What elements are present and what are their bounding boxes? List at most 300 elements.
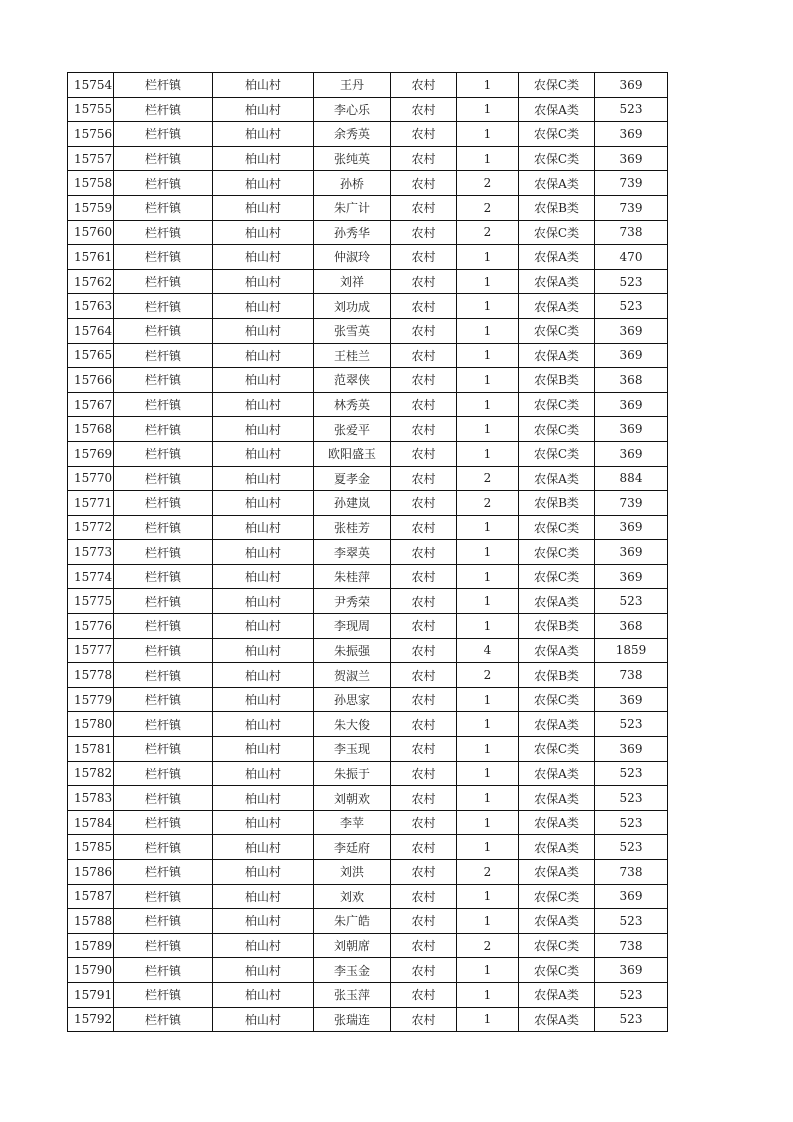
cell-village: 柏山村	[213, 614, 314, 639]
cell-row-number: 15754	[68, 73, 114, 98]
cell-amount: 369	[595, 318, 668, 343]
cell-insurance-category: 农保C类	[519, 441, 595, 466]
cell-household-count: 2	[457, 195, 519, 220]
cell-area-type: 农村	[391, 97, 457, 122]
table-row	[68, 614, 668, 639]
cell-village: 柏山村	[213, 786, 314, 811]
cell-name: 欧阳盛玉	[314, 441, 391, 466]
cell-insurance-category: 农保C类	[519, 958, 595, 983]
cell-village: 柏山村	[213, 392, 314, 417]
cell-village: 柏山村	[213, 909, 314, 934]
cell-area-type: 农村	[391, 982, 457, 1007]
cell-amount: 523	[595, 909, 668, 934]
cell-row-number: 15788	[68, 909, 114, 934]
cell-area-type: 农村	[391, 441, 457, 466]
cell-household-count: 1	[457, 761, 519, 786]
table-row	[68, 761, 668, 786]
table-row	[68, 171, 668, 196]
cell-area-type: 农村	[391, 417, 457, 442]
cell-town: 栏杆镇	[114, 515, 213, 540]
cell-household-count: 1	[457, 294, 519, 319]
cell-village: 柏山村	[213, 368, 314, 393]
cell-town: 栏杆镇	[114, 146, 213, 171]
cell-household-count: 1	[457, 835, 519, 860]
cell-town: 栏杆镇	[114, 245, 213, 270]
cell-insurance-category: 农保C类	[519, 564, 595, 589]
table-body	[68, 73, 668, 1032]
table-row	[68, 687, 668, 712]
cell-name: 刘欢	[314, 884, 391, 909]
cell-amount: 738	[595, 860, 668, 885]
cell-amount: 523	[595, 786, 668, 811]
table-row	[68, 368, 668, 393]
cell-area-type: 农村	[391, 318, 457, 343]
cell-town: 栏杆镇	[114, 1007, 213, 1032]
data-table	[67, 72, 668, 1032]
cell-row-number: 15773	[68, 540, 114, 565]
cell-household-count: 1	[457, 97, 519, 122]
cell-household-count: 1	[457, 417, 519, 442]
cell-household-count: 1	[457, 737, 519, 762]
table-row	[68, 884, 668, 909]
cell-amount: 369	[595, 884, 668, 909]
cell-amount: 523	[595, 810, 668, 835]
cell-area-type: 农村	[391, 860, 457, 885]
cell-area-type: 农村	[391, 737, 457, 762]
cell-insurance-category: 农保B类	[519, 614, 595, 639]
cell-area-type: 农村	[391, 515, 457, 540]
table-row	[68, 97, 668, 122]
cell-area-type: 农村	[391, 614, 457, 639]
cell-area-type: 农村	[391, 220, 457, 245]
table-row	[68, 1007, 668, 1032]
cell-insurance-category: 农保A类	[519, 294, 595, 319]
cell-insurance-category: 农保C类	[519, 146, 595, 171]
cell-village: 柏山村	[213, 466, 314, 491]
cell-household-count: 1	[457, 73, 519, 98]
cell-name: 朱大俊	[314, 712, 391, 737]
cell-village: 柏山村	[213, 835, 314, 860]
cell-name: 林秀英	[314, 392, 391, 417]
cell-town: 栏杆镇	[114, 491, 213, 516]
cell-area-type: 农村	[391, 466, 457, 491]
table-row	[68, 638, 668, 663]
cell-town: 栏杆镇	[114, 982, 213, 1007]
cell-town: 栏杆镇	[114, 73, 213, 98]
cell-town: 栏杆镇	[114, 638, 213, 663]
cell-amount: 369	[595, 687, 668, 712]
cell-village: 柏山村	[213, 441, 314, 466]
cell-name: 尹秀荣	[314, 589, 391, 614]
cell-household-count: 1	[457, 146, 519, 171]
cell-household-count: 2	[457, 860, 519, 885]
cell-town: 栏杆镇	[114, 933, 213, 958]
cell-household-count: 1	[457, 786, 519, 811]
cell-row-number: 15767	[68, 392, 114, 417]
table-row	[68, 122, 668, 147]
cell-amount: 369	[595, 392, 668, 417]
cell-amount: 369	[595, 417, 668, 442]
cell-row-number: 15762	[68, 269, 114, 294]
cell-row-number: 15781	[68, 737, 114, 762]
cell-town: 栏杆镇	[114, 737, 213, 762]
table-row	[68, 712, 668, 737]
cell-insurance-category: 农保C类	[519, 122, 595, 147]
cell-household-count: 1	[457, 318, 519, 343]
table-row	[68, 195, 668, 220]
cell-town: 栏杆镇	[114, 663, 213, 688]
cell-town: 栏杆镇	[114, 761, 213, 786]
cell-town: 栏杆镇	[114, 810, 213, 835]
table-row	[68, 933, 668, 958]
cell-amount: 523	[595, 982, 668, 1007]
cell-area-type: 农村	[391, 491, 457, 516]
cell-town: 栏杆镇	[114, 441, 213, 466]
cell-village: 柏山村	[213, 318, 314, 343]
cell-insurance-category: 农保B类	[519, 195, 595, 220]
cell-insurance-category: 农保B类	[519, 491, 595, 516]
cell-insurance-category: 农保C类	[519, 884, 595, 909]
cell-insurance-category: 农保A类	[519, 1007, 595, 1032]
cell-row-number: 15786	[68, 860, 114, 885]
cell-amount: 470	[595, 245, 668, 270]
cell-insurance-category: 农保A类	[519, 909, 595, 934]
cell-insurance-category: 农保A类	[519, 835, 595, 860]
table-row	[68, 663, 668, 688]
cell-name: 李玉现	[314, 737, 391, 762]
cell-name: 王丹	[314, 73, 391, 98]
cell-row-number: 15772	[68, 515, 114, 540]
cell-name: 余秀英	[314, 122, 391, 147]
cell-name: 王桂兰	[314, 343, 391, 368]
table-row	[68, 318, 668, 343]
cell-name: 孙建岚	[314, 491, 391, 516]
table-row	[68, 392, 668, 417]
cell-area-type: 农村	[391, 269, 457, 294]
cell-insurance-category: 农保B类	[519, 368, 595, 393]
cell-amount: 739	[595, 195, 668, 220]
table-row	[68, 564, 668, 589]
cell-insurance-category: 农保C类	[519, 318, 595, 343]
cell-name: 张爱平	[314, 417, 391, 442]
cell-name: 张桂芳	[314, 515, 391, 540]
cell-name: 朱广皓	[314, 909, 391, 934]
cell-row-number: 15780	[68, 712, 114, 737]
cell-insurance-category: 农保C类	[519, 515, 595, 540]
cell-household-count: 1	[457, 614, 519, 639]
cell-town: 栏杆镇	[114, 97, 213, 122]
cell-village: 柏山村	[213, 737, 314, 762]
cell-household-count: 2	[457, 663, 519, 688]
cell-town: 栏杆镇	[114, 318, 213, 343]
cell-insurance-category: 农保C类	[519, 540, 595, 565]
cell-insurance-category: 农保A类	[519, 343, 595, 368]
cell-village: 柏山村	[213, 761, 314, 786]
cell-row-number: 15782	[68, 761, 114, 786]
cell-row-number: 15776	[68, 614, 114, 639]
cell-village: 柏山村	[213, 515, 314, 540]
table-row	[68, 417, 668, 442]
cell-household-count: 1	[457, 368, 519, 393]
cell-amount: 369	[595, 958, 668, 983]
cell-household-count: 1	[457, 958, 519, 983]
cell-amount: 369	[595, 564, 668, 589]
cell-amount: 523	[595, 589, 668, 614]
cell-name: 张雪英	[314, 318, 391, 343]
cell-amount: 523	[595, 761, 668, 786]
cell-amount: 523	[595, 269, 668, 294]
table-row	[68, 220, 668, 245]
cell-amount: 738	[595, 220, 668, 245]
cell-area-type: 农村	[391, 122, 457, 147]
cell-insurance-category: 农保A类	[519, 638, 595, 663]
cell-insurance-category: 农保A类	[519, 712, 595, 737]
cell-area-type: 农村	[391, 294, 457, 319]
cell-insurance-category: 农保A类	[519, 466, 595, 491]
cell-town: 栏杆镇	[114, 122, 213, 147]
cell-village: 柏山村	[213, 564, 314, 589]
cell-household-count: 1	[457, 564, 519, 589]
table-row	[68, 810, 668, 835]
cell-row-number: 15790	[68, 958, 114, 983]
cell-household-count: 1	[457, 343, 519, 368]
cell-household-count: 1	[457, 909, 519, 934]
cell-row-number: 15774	[68, 564, 114, 589]
cell-amount: 739	[595, 171, 668, 196]
cell-insurance-category: 农保A类	[519, 589, 595, 614]
cell-name: 李翠英	[314, 540, 391, 565]
cell-village: 柏山村	[213, 933, 314, 958]
cell-village: 柏山村	[213, 97, 314, 122]
cell-amount: 368	[595, 368, 668, 393]
cell-area-type: 农村	[391, 540, 457, 565]
cell-town: 栏杆镇	[114, 909, 213, 934]
cell-household-count: 1	[457, 712, 519, 737]
cell-village: 柏山村	[213, 687, 314, 712]
cell-town: 栏杆镇	[114, 392, 213, 417]
table-row	[68, 491, 668, 516]
cell-row-number: 15792	[68, 1007, 114, 1032]
cell-area-type: 农村	[391, 638, 457, 663]
table-row	[68, 146, 668, 171]
cell-area-type: 农村	[391, 245, 457, 270]
cell-name: 孙桥	[314, 171, 391, 196]
cell-household-count: 2	[457, 466, 519, 491]
cell-town: 栏杆镇	[114, 417, 213, 442]
cell-village: 柏山村	[213, 958, 314, 983]
cell-name: 孙秀华	[314, 220, 391, 245]
cell-name: 李廷府	[314, 835, 391, 860]
cell-amount: 738	[595, 663, 668, 688]
cell-village: 柏山村	[213, 638, 314, 663]
cell-town: 栏杆镇	[114, 860, 213, 885]
cell-village: 柏山村	[213, 294, 314, 319]
cell-amount: 523	[595, 712, 668, 737]
cell-name: 刘朝席	[314, 933, 391, 958]
table-row	[68, 540, 668, 565]
cell-insurance-category: 农保A类	[519, 810, 595, 835]
cell-village: 柏山村	[213, 417, 314, 442]
cell-amount: 368	[595, 614, 668, 639]
cell-row-number: 15771	[68, 491, 114, 516]
cell-insurance-category: 农保A类	[519, 171, 595, 196]
cell-household-count: 1	[457, 982, 519, 1007]
cell-town: 栏杆镇	[114, 269, 213, 294]
cell-insurance-category: 农保A类	[519, 786, 595, 811]
cell-row-number: 15775	[68, 589, 114, 614]
cell-row-number: 15769	[68, 441, 114, 466]
cell-insurance-category: 农保C类	[519, 417, 595, 442]
table-row	[68, 245, 668, 270]
cell-row-number: 15757	[68, 146, 114, 171]
cell-row-number: 15759	[68, 195, 114, 220]
cell-village: 柏山村	[213, 245, 314, 270]
cell-amount: 369	[595, 146, 668, 171]
cell-row-number: 15765	[68, 343, 114, 368]
cell-amount: 1859	[595, 638, 668, 663]
cell-row-number: 15763	[68, 294, 114, 319]
cell-area-type: 农村	[391, 933, 457, 958]
table-row	[68, 737, 668, 762]
table-row	[68, 441, 668, 466]
cell-name: 朱桂萍	[314, 564, 391, 589]
cell-household-count: 2	[457, 220, 519, 245]
cell-village: 柏山村	[213, 982, 314, 1007]
table-row	[68, 466, 668, 491]
cell-village: 柏山村	[213, 146, 314, 171]
cell-amount: 523	[595, 835, 668, 860]
cell-name: 仲淑玲	[314, 245, 391, 270]
cell-row-number: 15760	[68, 220, 114, 245]
cell-area-type: 农村	[391, 810, 457, 835]
cell-household-count: 1	[457, 392, 519, 417]
cell-insurance-category: 农保C类	[519, 392, 595, 417]
cell-insurance-category: 农保C类	[519, 687, 595, 712]
cell-row-number: 15770	[68, 466, 114, 491]
cell-insurance-category: 农保B类	[519, 663, 595, 688]
cell-village: 柏山村	[213, 171, 314, 196]
cell-row-number: 15785	[68, 835, 114, 860]
cell-village: 柏山村	[213, 220, 314, 245]
cell-household-count: 1	[457, 589, 519, 614]
cell-area-type: 农村	[391, 1007, 457, 1032]
cell-village: 柏山村	[213, 589, 314, 614]
cell-name: 张纯英	[314, 146, 391, 171]
cell-area-type: 农村	[391, 712, 457, 737]
cell-name: 夏孝金	[314, 466, 391, 491]
cell-area-type: 农村	[391, 884, 457, 909]
table-row	[68, 786, 668, 811]
cell-village: 柏山村	[213, 663, 314, 688]
table-row	[68, 294, 668, 319]
cell-row-number: 15756	[68, 122, 114, 147]
cell-town: 栏杆镇	[114, 835, 213, 860]
cell-town: 栏杆镇	[114, 958, 213, 983]
cell-area-type: 农村	[391, 195, 457, 220]
cell-name: 李苹	[314, 810, 391, 835]
cell-area-type: 农村	[391, 392, 457, 417]
table-row	[68, 860, 668, 885]
cell-row-number: 15791	[68, 982, 114, 1007]
cell-village: 柏山村	[213, 195, 314, 220]
cell-area-type: 农村	[391, 564, 457, 589]
cell-household-count: 2	[457, 491, 519, 516]
cell-town: 栏杆镇	[114, 712, 213, 737]
cell-village: 柏山村	[213, 810, 314, 835]
cell-village: 柏山村	[213, 860, 314, 885]
cell-village: 柏山村	[213, 122, 314, 147]
cell-amount: 738	[595, 933, 668, 958]
cell-village: 柏山村	[213, 269, 314, 294]
cell-insurance-category: 农保C类	[519, 737, 595, 762]
cell-insurance-category: 农保A类	[519, 245, 595, 270]
table-row	[68, 909, 668, 934]
cell-name: 刘朝欢	[314, 786, 391, 811]
cell-amount: 369	[595, 73, 668, 98]
cell-household-count: 1	[457, 269, 519, 294]
cell-household-count: 2	[457, 933, 519, 958]
cell-town: 栏杆镇	[114, 466, 213, 491]
cell-row-number: 15768	[68, 417, 114, 442]
cell-name: 朱振强	[314, 638, 391, 663]
cell-area-type: 农村	[391, 835, 457, 860]
cell-area-type: 农村	[391, 589, 457, 614]
cell-town: 栏杆镇	[114, 195, 213, 220]
cell-area-type: 农村	[391, 73, 457, 98]
cell-name: 刘祥	[314, 269, 391, 294]
cell-village: 柏山村	[213, 73, 314, 98]
cell-town: 栏杆镇	[114, 589, 213, 614]
cell-row-number: 15758	[68, 171, 114, 196]
cell-name: 李现周	[314, 614, 391, 639]
cell-area-type: 农村	[391, 343, 457, 368]
cell-row-number: 15777	[68, 638, 114, 663]
cell-amount: 369	[595, 737, 668, 762]
cell-household-count: 1	[457, 515, 519, 540]
cell-name: 朱振于	[314, 761, 391, 786]
cell-household-count: 1	[457, 810, 519, 835]
cell-household-count: 1	[457, 1007, 519, 1032]
cell-village: 柏山村	[213, 540, 314, 565]
table-row	[68, 589, 668, 614]
cell-row-number: 15761	[68, 245, 114, 270]
cell-household-count: 2	[457, 171, 519, 196]
cell-insurance-category: 农保A类	[519, 269, 595, 294]
cell-insurance-category: 农保C类	[519, 220, 595, 245]
cell-town: 栏杆镇	[114, 614, 213, 639]
cell-village: 柏山村	[213, 343, 314, 368]
table-row	[68, 958, 668, 983]
table-row	[68, 343, 668, 368]
cell-area-type: 农村	[391, 146, 457, 171]
cell-household-count: 4	[457, 638, 519, 663]
cell-household-count: 1	[457, 540, 519, 565]
cell-area-type: 农村	[391, 958, 457, 983]
cell-amount: 884	[595, 466, 668, 491]
cell-amount: 369	[595, 343, 668, 368]
cell-insurance-category: 农保A类	[519, 860, 595, 885]
cell-row-number: 15789	[68, 933, 114, 958]
cell-name: 刘洪	[314, 860, 391, 885]
cell-name: 范翠侠	[314, 368, 391, 393]
cell-town: 栏杆镇	[114, 343, 213, 368]
cell-name: 张玉萍	[314, 982, 391, 1007]
cell-amount: 523	[595, 294, 668, 319]
cell-row-number: 15764	[68, 318, 114, 343]
table-row	[68, 835, 668, 860]
cell-insurance-category: 农保A类	[519, 982, 595, 1007]
cell-insurance-category: 农保A类	[519, 97, 595, 122]
